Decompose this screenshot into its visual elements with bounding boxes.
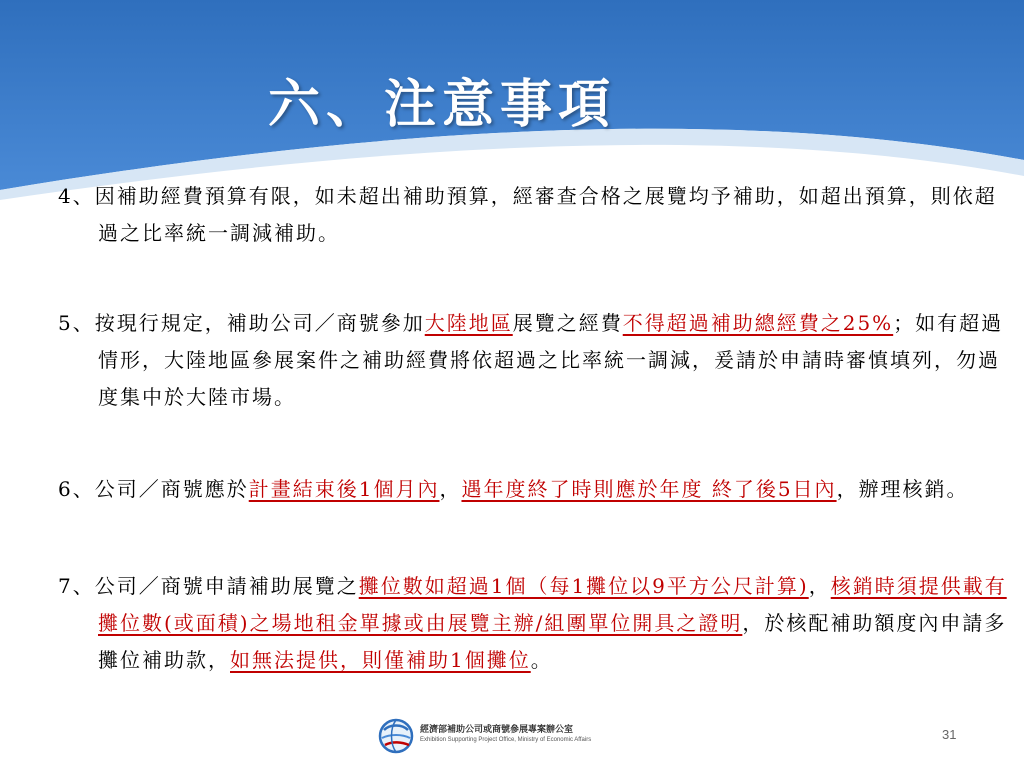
emphasis-text: 大陸地區 (424, 311, 513, 335)
emphasis-text: 如無法提供，則僅補助1個攤位 (230, 648, 531, 672)
body-text: ；如有超過情形，大陸地區參展案件之補助經費將依超過之比率統一調減，爰請於申請時審慎填列，勿過度集中於大陸市場。 (98, 311, 1004, 409)
body-text: 5、按現行規定，補助公司／商號參加 (58, 311, 425, 335)
emphasis-text: 攤位數如超過1個（每1攤位以9平方公尺計算) (358, 574, 809, 598)
body-text: 。 (530, 648, 553, 672)
footer-org (420, 724, 591, 745)
page-number: 31 (942, 727, 957, 742)
body-text: 展覽之經費 (512, 311, 623, 335)
list-item-5 (58, 305, 1018, 416)
globe-logo-icon (376, 714, 416, 758)
emphasis-text: 遇年度終了時則應於年度 終了後5日內 (461, 477, 837, 501)
body-text: 7、公司／商號申請補助展覽之 (58, 574, 359, 598)
emphasis-text: 不得超過補助總經費之25% (622, 311, 894, 335)
page-title: 六、注意事項 (268, 75, 617, 135)
body-text: ， (808, 574, 831, 598)
emphasis-text: 計畫結束後1個月內 (248, 477, 440, 501)
list-item-4 (58, 178, 1018, 252)
footer-org-name-en: Exhibition Supporting Project Office, Ministry of Economic Affairs (420, 737, 592, 743)
body-text: 4、因補助經費預算有限，如未超出補助預算，經審查合格之展覽均予補助，如超出預算，則依超過之比率統一調減補助。 (58, 184, 997, 245)
body-text: 6、公司／商號應於 (58, 477, 249, 501)
emphasis-text: 核銷時須提供載有攤位數(或面積)之場地租金單據或由展覽主辦/組團單位開具之證明 (98, 574, 1007, 635)
body-text: ， (439, 477, 462, 501)
body-text: ，辦理核銷。 (836, 477, 969, 501)
list-item-6 (58, 471, 1018, 508)
list-item-7 (58, 568, 1018, 679)
body-text: ，於核配補助額度內申請多攤位補助款， (98, 611, 1007, 672)
footer-org-name-cn: 經濟部補助公司或商號參展專案辦公室 (420, 725, 574, 735)
